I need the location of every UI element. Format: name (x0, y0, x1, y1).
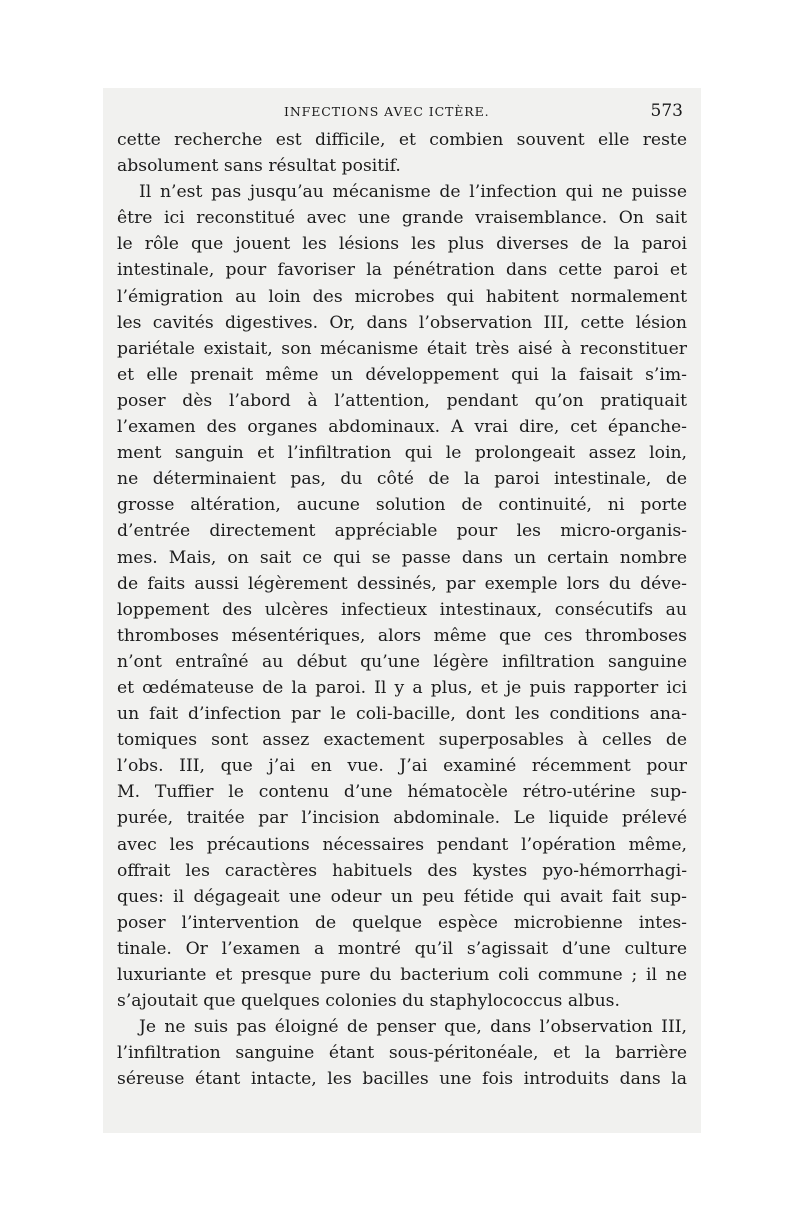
text-line: absolument sans résultat positif. (117, 156, 401, 177)
text-line: l’examen des organes abdominaux. A vrai dire, cet épanche- (117, 417, 687, 438)
text-line: de faits aussi légèrement dessinés, par exemple lors du déve- (117, 573, 687, 594)
text-line: séreuse étant intacte, les bacilles une fois introduits dans la (117, 1069, 687, 1090)
text-line: l’obs. III, que j’ai en vue. J’ai examiné récemment pour (117, 756, 687, 777)
text-line: intestinale, pour favoriser la pénétration dans cette paroi et (117, 260, 687, 281)
running-title: INFECTIONS AVEC ICTÈRE. (284, 104, 490, 119)
text-line: d’entrée directement appréciable pour les micro-organis- (117, 521, 687, 542)
text-line: être ici reconstitué avec une grande vraisemblance. On sait (117, 208, 687, 229)
text-line: offrait les caractères habituels des kystes pyo-hémorrhagi- (117, 860, 687, 881)
text-line: pariétale existait, son mécanisme était très aisé à reconstituer (117, 338, 687, 359)
text-line: ques: il dégageait une odeur un peu fétide qui avait fait sup- (117, 886, 687, 907)
text-line: cette recherche est difficile, et combien souvent elle reste (117, 130, 687, 150)
text-line: les cavités digestives. Or, dans l’observation III, cette lésion (117, 312, 687, 333)
text-line: tinale. Or l’examen a montré qu’il s’agissait d’une culture (117, 938, 687, 959)
text-line: et œdémateuse de la paroi. Il y a plus, et je puis rapporter ici (117, 677, 687, 698)
page-number: 573 (650, 101, 683, 121)
text-line: l’émigration au loin des microbes qui habitent normalement (117, 286, 687, 307)
text-line: un fait d’infection par le coli-bacille, dont les conditions ana- (117, 704, 687, 725)
text-line: Je ne suis pas éloigné de penser que, dans l’observation III, (139, 1017, 687, 1038)
text-line: loppement des ulcères infectieux intestinaux, consécutifs au (117, 599, 687, 620)
text-line: avec les précautions nécessaires pendant l’opération même, (117, 834, 687, 855)
text-line: ment sanguin et l’infiltration qui le prolongeait assez loin, (117, 443, 687, 464)
page-header (117, 101, 687, 125)
text-line: Il n’est pas jusqu’au mécanisme de l’infection qui ne puisse (139, 182, 687, 203)
text-line: M. Tuffier le contenu d’une hématocèle rétro-utérine sup- (117, 782, 687, 803)
text-line: mes. Mais, on sait ce qui se passe dans un certain nombre (117, 547, 687, 568)
text-line: luxuriante et presque pure du bacterium coli commune ; il ne (117, 965, 687, 985)
text-line: poser dès l’abord à l’attention, pendant qu’on pratiquait (117, 390, 687, 411)
text-line: l’infiltration sanguine étant sous-péritonéale, et la barrière (117, 1043, 687, 1064)
text-line: n’ont entraîné au début qu’une légère infiltration sanguine (117, 651, 687, 672)
text-line: le rôle que jouent les lésions les plus diverses de la paroi (117, 234, 687, 255)
text-line: poser l’intervention de quelque espèce microbienne intes- (117, 912, 687, 933)
text-line: grosse altération, aucune solution de continuité, ni porte (117, 495, 687, 516)
text-line: ne déterminaient pas, du côté de la paroi intestinale, de (117, 469, 687, 490)
text-line: s’ajoutait que quelques colonies du staphylococcus albus. (117, 991, 620, 1012)
body-text (117, 127, 687, 1092)
text-line: purée, traitée par l’incision abdominale. Le liquide prélevé (117, 808, 687, 829)
text-line: thromboses mésentériques, alors même que ces thromboses (117, 625, 687, 646)
text-line: et elle prenait même un développement qui la faisait s’im- (117, 364, 687, 385)
text-line: tomiques sont assez exactement superposables à celles de (117, 730, 687, 751)
